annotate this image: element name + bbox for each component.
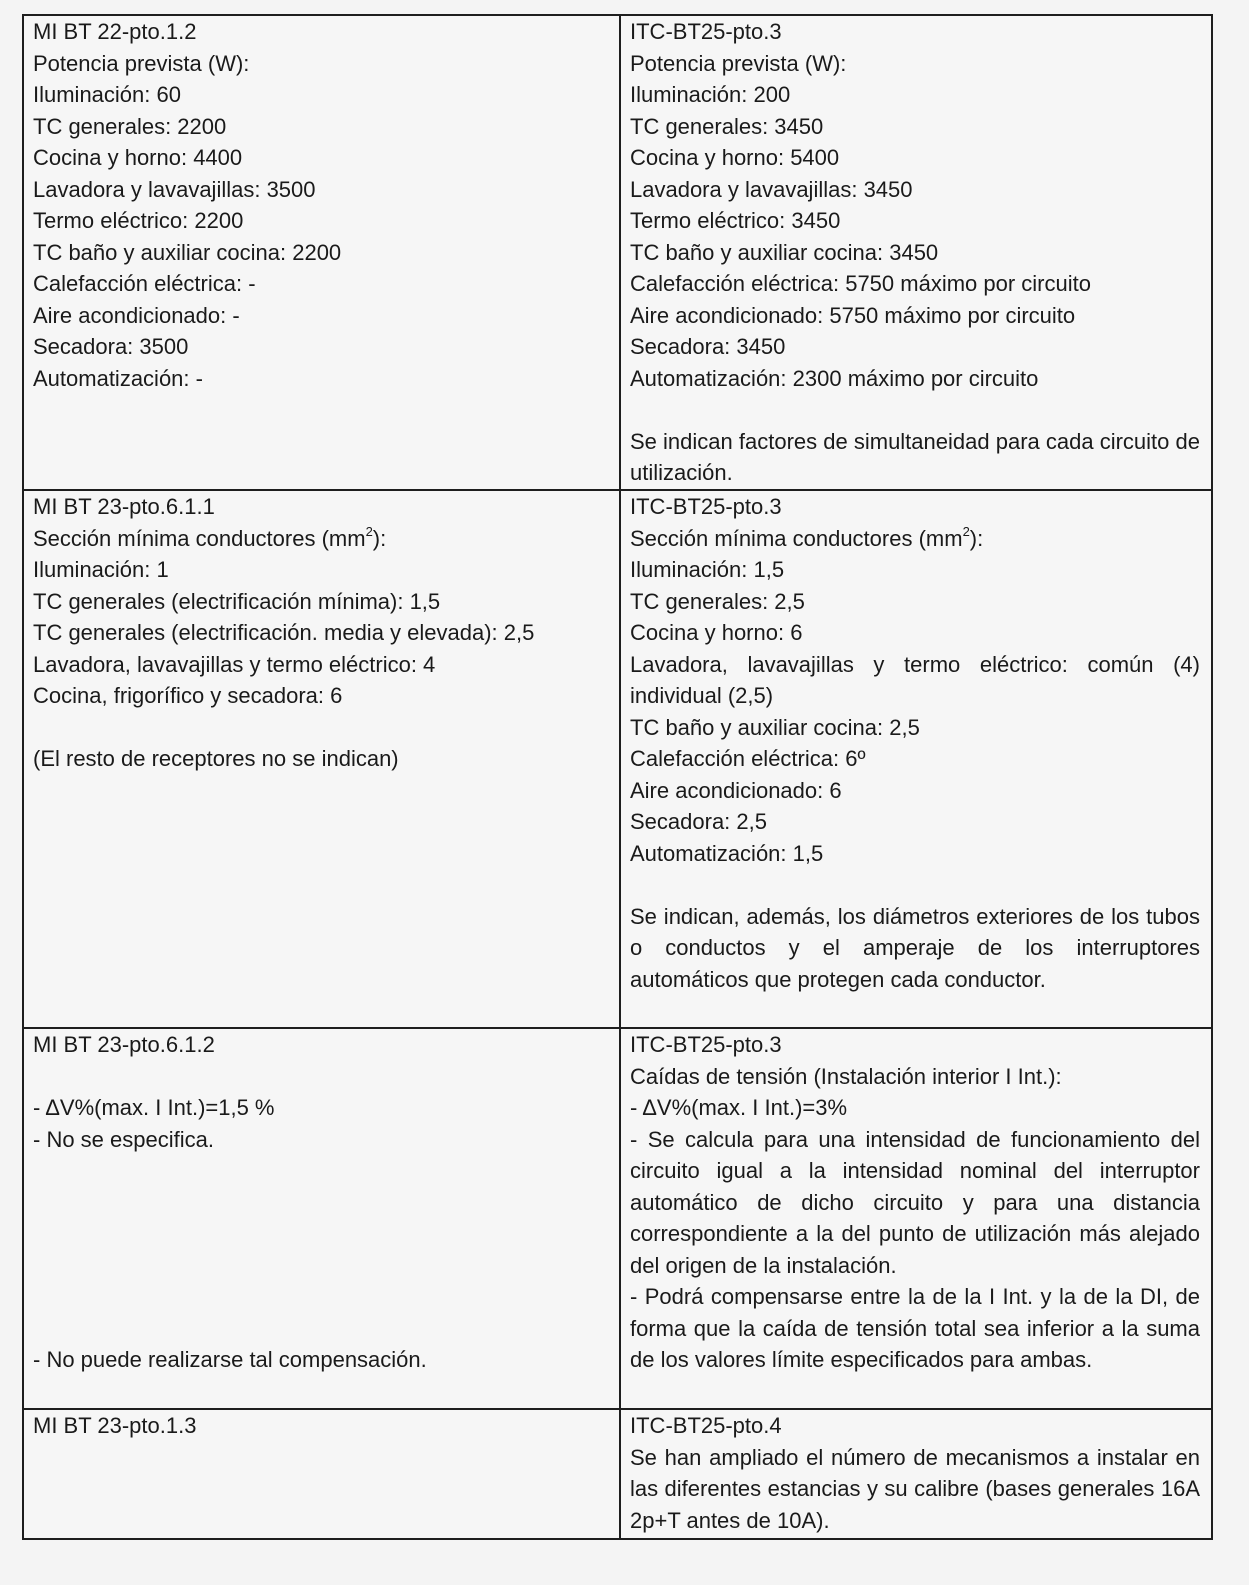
heading-text: Sección mínima conductores (mm [33, 525, 366, 551]
table-row-mecanismos [23, 1409, 1212, 1539]
list-item: Calefacción eléctrica: 5750 máximo por circuito [630, 271, 1091, 296]
cell-old-potencia [23, 15, 620, 490]
list-item: Secadora: 2,5 [630, 809, 767, 834]
list-item: - No se especifica. [33, 1126, 214, 1152]
cell-new-mecanismos [620, 1409, 1212, 1539]
list-item: Lavadora y lavavajillas: 3450 [630, 176, 913, 202]
cell-old-caidas [23, 1028, 620, 1409]
list-item: - ΔV%(max. I Int.)=3% [630, 1095, 848, 1120]
spacer [33, 1218, 608, 1250]
list-item: TC baño y auxiliar cocina: 3450 [630, 239, 939, 265]
heading-text: Sección mínima conductores (mm [630, 525, 963, 551]
list-item: TC baño y auxiliar cocina: 2,5 [630, 714, 920, 740]
list-item: Cocina y horno: 5400 [630, 145, 840, 170]
list-item: - No puede realizarse tal compensación. [33, 1347, 427, 1372]
spacer [33, 1061, 608, 1093]
section-heading [630, 523, 1200, 555]
list-item-wrapped: Lavadora, lavavajillas y termo eléctrico: común (4) individual (2,5) [630, 651, 1200, 708]
spacer [33, 1187, 608, 1219]
list-item: TC generales (electrificación mínima): 1,5 [33, 588, 441, 614]
list-item: Termo eléctrico: 2200 [33, 208, 244, 233]
list-item: TC baño y auxiliar cocina: 2200 [33, 239, 342, 265]
list-item: TC generales: 2,5 [630, 588, 805, 614]
list-item: TC generales (electrificación. media y elevada): 2,5 [33, 620, 535, 645]
spacer [33, 1250, 608, 1282]
section-heading: Caídas de tensión (Instalación interior I Int.): [630, 1063, 1062, 1089]
list-item: Automatización: - [33, 365, 203, 391]
list-item: Cocina y horno: 4400 [33, 145, 243, 170]
list-item: Calefacción eléctrica: - [33, 271, 256, 296]
table-row-potencia [23, 15, 1212, 490]
list-item: Secadora: 3500 [33, 334, 189, 359]
superscript: 2 [365, 523, 373, 539]
section-heading: Potencia prevista (W): [33, 50, 250, 76]
note-paragraph: Se han ampliado el número de mecanismos a instalar en las diferentes estancias y su calibre (bases generales 16A 2p+T antes de 10A). [630, 1444, 1200, 1533]
list-item: TC generales: 3450 [630, 113, 824, 139]
list-item: Iluminación: 200 [630, 82, 791, 107]
list-item: Iluminación: 60 [33, 82, 181, 107]
cell-old-seccion [23, 490, 620, 1028]
list-item: Termo eléctrico: 3450 [630, 208, 841, 233]
section-heading [33, 523, 608, 555]
list-item: Calefacción eléctrica: 6º [630, 746, 866, 771]
spacer [630, 869, 1200, 901]
spacer [33, 1313, 608, 1345]
list-item: Aire acondicionado: - [33, 302, 240, 328]
list-item: Aire acondicionado: 5750 máximo por circuito [630, 302, 1076, 328]
ref-label: MI BT 22-pto.1.2 [33, 19, 197, 44]
note-line: (El resto de receptores no se indican) [33, 746, 399, 771]
heading-end: ): [372, 525, 387, 551]
spacer [630, 394, 1200, 426]
section-heading: Potencia prevista (W): [630, 50, 847, 76]
spacer [33, 1281, 608, 1313]
list-item: Cocina y horno: 6 [630, 620, 803, 645]
ref-label: ITC-BT25-pto.3 [630, 19, 782, 44]
note-paragraph: Se indican factores de simultaneidad para cada circuito de utilización. [630, 428, 1200, 485]
list-item: - ΔV%(max. I Int.)=1,5 % [33, 1095, 275, 1120]
list-item-paragraph: - Se calcula para una intensidad de funcionamiento del circuito igual a la intensidad nominal del interruptor automático de dicho circuito y para una distancia correspondiente a la del punto de utilización más alejado del origen de la instalación. [630, 1126, 1200, 1278]
ref-label: ITC-BT25-pto.3 [630, 1032, 782, 1057]
list-item: Aire acondicionado: 6 [630, 777, 842, 803]
note-paragraph: Se indican, además, los diámetros exteriores de los tubos o conductos y el amperaje de los interruptores automáticos que protegen cada conductor. [630, 903, 1200, 992]
ref-label: MI BT 23-pto.1.3 [33, 1413, 197, 1438]
table-row-seccion [23, 490, 1212, 1028]
superscript: 2 [962, 523, 970, 539]
list-item: Secadora: 3450 [630, 334, 786, 359]
cell-new-caidas [620, 1028, 1212, 1409]
list-item: Iluminación: 1,5 [630, 557, 785, 582]
spacer [33, 712, 608, 744]
table-row-caidas [23, 1028, 1212, 1409]
list-item: Automatización: 2300 máximo por circuito [630, 365, 1039, 391]
list-item-paragraph: - Podrá compensarse entre la de la I Int. y la de la DI, de forma que la caída de tensión total sea inferior a la suma de los valores límite especificados para ambas. [630, 1284, 1200, 1372]
list-item: Lavadora y lavavajillas: 3500 [33, 176, 316, 202]
list-item: Iluminación: 1 [33, 557, 169, 582]
list-item: TC generales: 2200 [33, 113, 227, 139]
heading-end: ): [969, 525, 984, 551]
ref-label: ITC-BT25-pto.4 [630, 1413, 782, 1438]
list-item: Lavadora, lavavajillas y termo eléctrico: 4 [33, 651, 436, 677]
list-item: Automatización: 1,5 [630, 840, 824, 866]
cell-new-potencia [620, 15, 1212, 490]
comparison-table [22, 14, 1213, 1540]
cell-new-seccion [620, 490, 1212, 1028]
spacer [33, 1155, 608, 1187]
ref-label: ITC-BT25-pto.3 [630, 494, 782, 519]
list-item: Cocina, frigorífico y secadora: 6 [33, 683, 343, 708]
ref-label: MI BT 23-pto.6.1.1 [33, 494, 215, 519]
ref-label: MI BT 23-pto.6.1.2 [33, 1032, 215, 1057]
cell-old-mecanismos [23, 1409, 620, 1539]
